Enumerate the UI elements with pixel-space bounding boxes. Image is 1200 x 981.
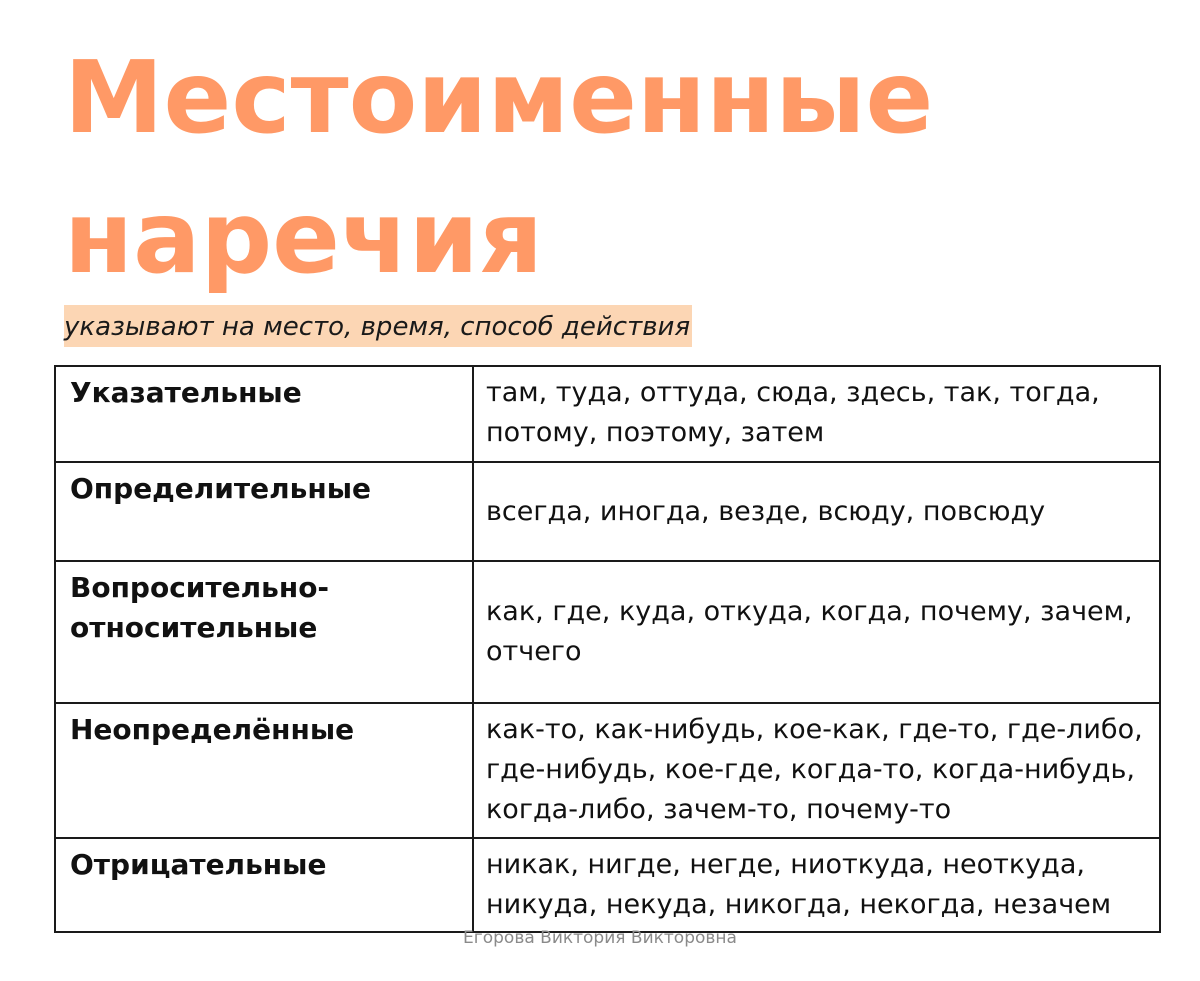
table-row [55,838,1160,932]
author-credit: Егорова Виктория Викторовна [463,928,737,948]
table-row [55,366,1160,462]
page-title-line-1: Местоименные [64,39,934,156]
type-cell: Указательные [55,366,473,462]
type-cell: Вопросительно-относительные [55,561,473,703]
page-title-line-2: наречия [64,179,543,296]
subtitle: указывают на место, время, способ действия [64,312,691,342]
table-row [55,561,1160,703]
page-title [64,28,933,308]
words-cell: там, туда, оттуда, сюда, здесь, так, тогда, потому, поэтому, затем [473,366,1160,462]
adverbs-table [54,365,1161,933]
type-cell: Определительные [55,462,473,561]
table-row [55,462,1160,561]
words-cell: как, где, куда, откуда, когда, почему, зачем, отчего [473,561,1160,703]
table-row [55,703,1160,838]
type-cell: Отрицательные [55,838,473,932]
type-cell: Неопределённые [55,703,473,838]
words-cell: как-то, как-нибудь, кое-как, где-то, где-либо, где-нибудь, кое-где, когда-то, когда-нибудь, когда-либо, зачем-то, почему-то [473,703,1160,838]
words-cell: никак, нигде, негде, ниоткуда, неоткуда, никуда, некуда, никогда, некогда, незачем [473,838,1160,932]
words-cell: всегда, иногда, везде, всюду, повсюду [473,462,1160,561]
subtitle-highlight [64,305,692,347]
